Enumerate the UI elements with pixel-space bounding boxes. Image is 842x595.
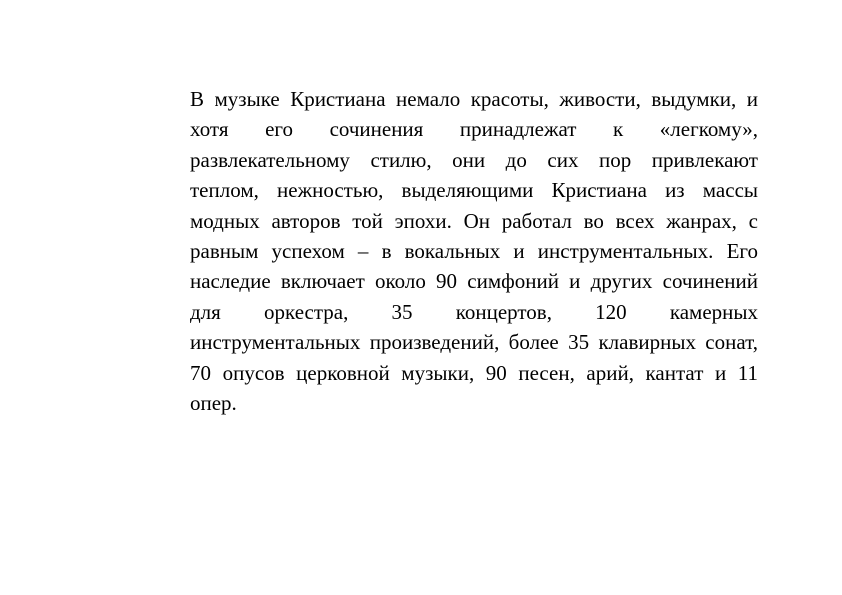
paragraph-line: хотя его сочинения принадлежат к «легкому», [190,117,758,142]
paragraph-line: В музыке Кристиана немало красоты, живости, выдумки, и [190,87,758,111]
paragraph-line: равным успехом – в вокальных и инструментальных. Его [190,238,758,263]
paragraph-line: развлекательному стилю, они до сих пор привлекают [190,147,758,172]
paragraph-line-last: опер. [190,390,237,415]
paragraph-line: инструментальных произведений, более 35 клавирных сонат, [190,330,758,355]
paragraph-line: для оркестра, 35 концертов, 120 камерных [190,299,758,324]
paragraph-line: модных авторов той эпохи. Он работал во всех жанрах, с [190,208,758,233]
paragraph-line: наследие включает около 90 симфоний и других сочинений [190,269,758,294]
body-paragraph [190,84,758,418]
paragraph-line: 70 опусов церковной музыки, 90 песен, арий, кантат и 11 [190,360,758,385]
paragraph-line: теплом, нежностью, выделяющими Кристиана из массы [190,178,758,203]
